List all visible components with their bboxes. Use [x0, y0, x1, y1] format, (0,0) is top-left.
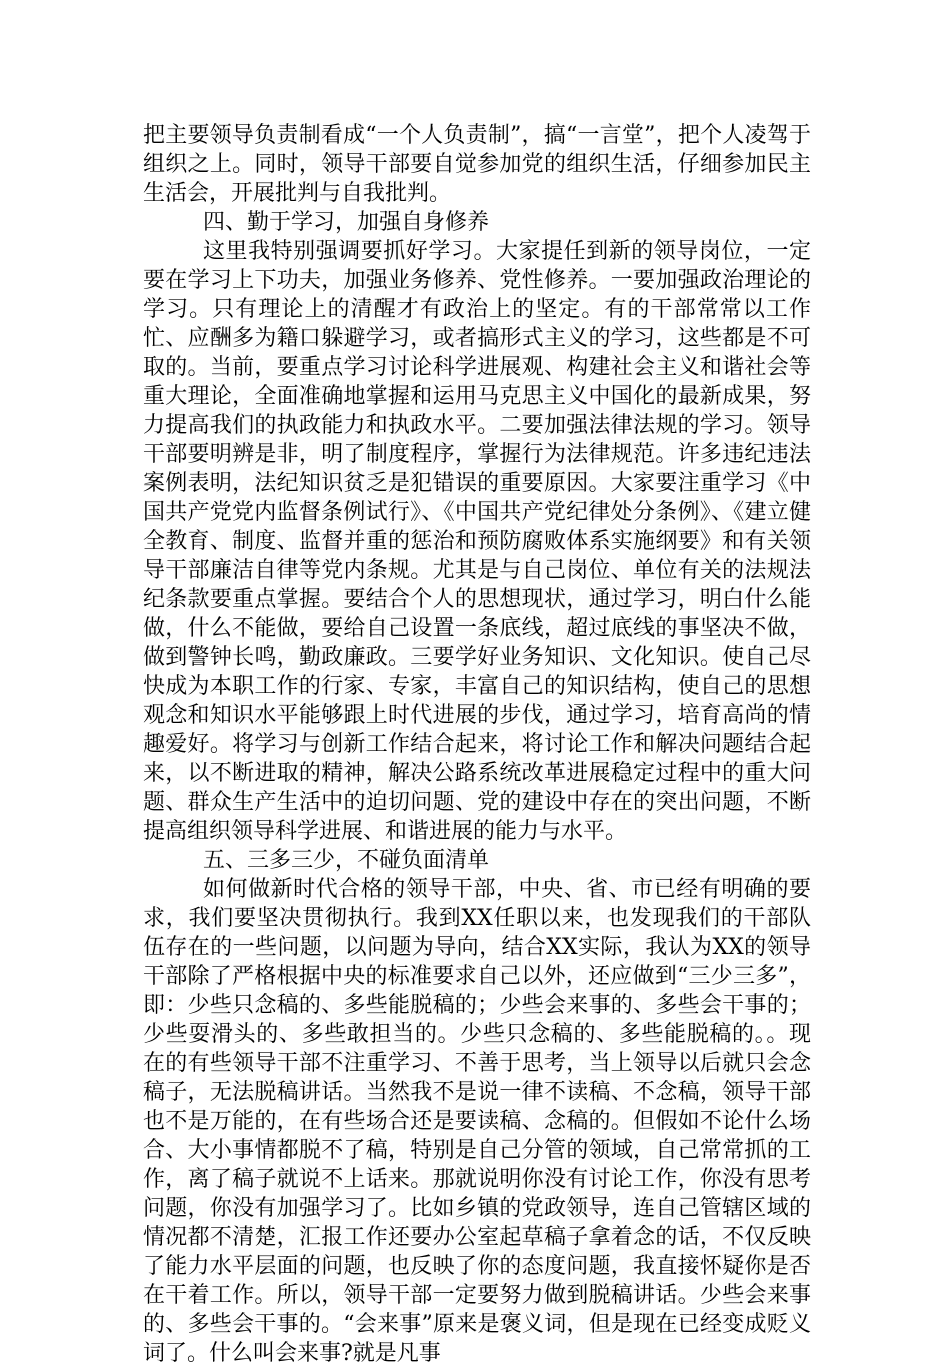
section-heading-4: 四、勤于学习，加强自身修养	[203, 210, 490, 235]
paragraph-continuation: 把主要领导负责制看成“一个人负责制”，搞“一言堂”，把个人凌驾于组织之上。同时，领导干部要自觉参加党的组织生活，仔细参加民主生活会，开展批判与自我批判。	[143, 123, 811, 206]
paragraph-three-more-three-less: 如何做新时代合格的领导干部，中央、省、市已经有明确的要求，我们要坚决贯彻执行。我到XX任职以来，也发现我们的干部队伍存在的一些问题，以问题为导向，结合XX实际，我认为XX的领导干部除了严格根据中央的标准要求自己以外，还应做到“三少三多”，即：少些只念稿的、多些能脱稿的；少些会来事的、多些会干事的；少些耍滑头的、多些敢担当的。少些只念稿的、多些能脱稿的。。现在的有些领导干部不注重学习、不善于思考，当上领导以后就只会念稿子，无法脱稿讲话。当然我不是说一律不读稿、不念稿，领导干部也不是万能的，在有些场合还是要读稿、念稿的。但假如不论什么场合、大小事情都脱不了稿，特别是自己分管的领域，自己常常抓的工作，离了稿子就说不上话来。那就说明你没有讨论工作，你没有思考问题，你没有加强学习了。比如乡镇的党政领导，连自己管辖区域的情况都不清楚，汇报工作还要办公室起草稿子拿着念的话，不仅反映了能力水平层面的问题，也反映了你的态度问题，我直接怀疑你是否在干着工作。所以，领导干部一定要努力做到脱稿讲话。少些会来事的、多些会干事的。“会来事”原来是褒义词，但是现在已经变成贬义词了。什么叫会来事?就是凡事	[143, 877, 811, 1366]
document-body	[143, 121, 811, 1368]
section-heading-5: 五、三多三少，不碰负面清单	[203, 848, 490, 873]
paragraph-study: 这里我特别强调要抓好学习。大家提任到新的领导岗位，一定要在学习上下功夫，加强业务修养、党性修养。一要加强政治理论的学习。只有理论上的清醒才有政治上的坚定。有的干部常常以工作忙、应酬多为籍口躲避学习，或者搞形式主义的学习，这些都是不可取的。当前，要重点学习讨论科学进展观、构建社会主义和谐社会等重大理论，全面准确地掌握和运用马克思主义中国化的最新成果，努力提高我们的执政能力和执政水平。二要加强法律法规的学习。领导干部要明辨是非，明了制度程序，掌握行为法律规范。许多违纪违法案例表明，法纪知识贫乏是犯错误的重要原因。大家要注重学习《中国共产党党内监督条例试行》、《中国共产党纪律处分条例》、《建立健全教育、制度、监督并重的惩治和预防腐败体系实施纲要》和有关领导干部廉洁自律等党内条规。尤其是与自己岗位、单位有关的法规法纪条款要重点掌握。要结合个人的思想现状，通过学习，明白什么能做，什么不能做，要给自己设置一条底线，超过底线的事坚决不做，做到警钟长鸣，勤政廉政。三要学好业务知识、文化知识。使自己尽快成为本职工作的行家、专家，丰富自己的知识结构，使自己的思想观念和知识水平能够跟上时代进展的步伐，通过学习，培育高尚的情趣爱好。将学习与创新工作结合起来，将讨论工作和解决问题结合起来，以不断进取的精神，解决公路系统改革进展稳定过程中的重大问题、群众生产生活中的迫切问题、党的建设中存在的突出问题，不断提高组织领导科学进展、和谐进展的能力与水平。	[143, 239, 811, 844]
